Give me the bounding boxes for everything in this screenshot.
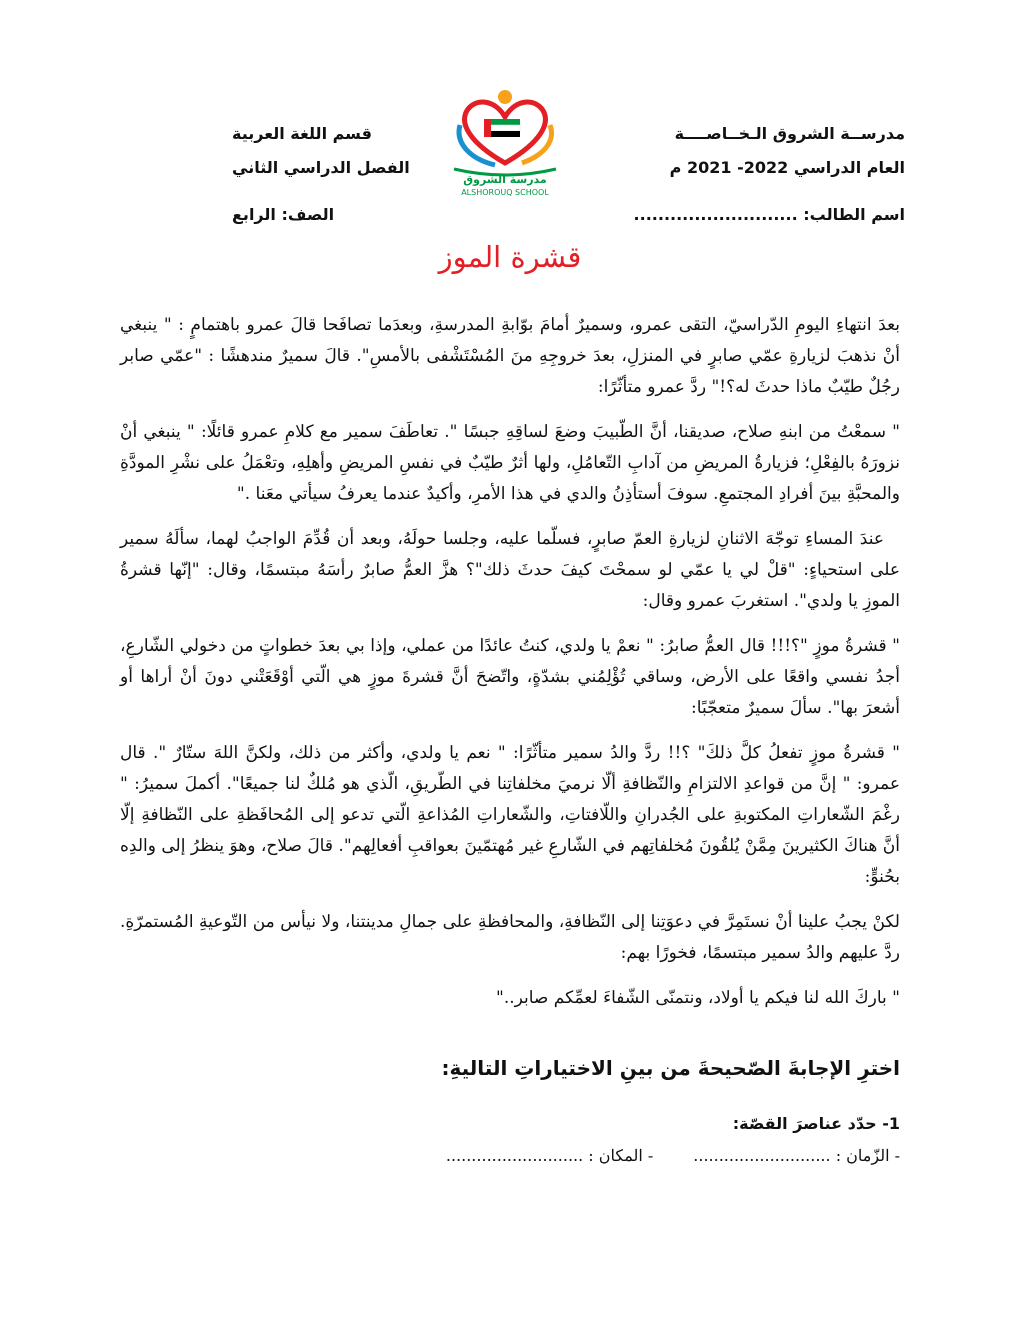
logo-english-text: ALSHOROUQ SCHOOL <box>461 188 549 197</box>
questions-heading: اخترِ الإجابةَ الصّحيحةَ من بينِ الاختياراتِ التاليةِ: <box>441 1056 900 1080</box>
logo-flag-red <box>484 119 491 137</box>
logo-figure-head <box>498 90 512 104</box>
logo-flag-green <box>490 119 520 125</box>
time-answer-field[interactable]: - الزّمان : ........................... <box>693 1146 900 1165</box>
story-paragraph-4: " قشرةُ موزٍ "؟!!! قال العمُّ صابرُ: " نعمْ يا ولدي، كنتُ عائدًا من عملي، وإذا بي بعدَ خطواتٍ من دخولي الشّارعِ، أجدُ نفسي واقعًا على الأرض، وساقي تُؤْلِمُني بشدّةٍ، واتّضحَ أنَّ قشرةَ موزٍ هي الّتي أوْقَعَتْني دونَ أنْ أراها أو أشعرَ بها". سألَ سميرٌ متعجّبًا: <box>120 636 900 718</box>
place-answer-field[interactable]: - المكان : ........................... <box>445 1146 654 1165</box>
logo-flag-white <box>490 125 520 131</box>
question-1: 1- حدّد عناصرَ القصّة: <box>732 1114 900 1133</box>
story-paragraph-5: " قشرةُ موزٍ تفعلُ كلَّ ذلكَ" ؟!! ردَّ والدُ سمير متأثّرًا: " نعم يا ولدي، وأكثر من ذلك، ولكنَّ اللهَ ستّارٌ ". قال عمرو: " إنَّ من قواعدِ الالتزامِ والنّظافةِ ألّا نرميَ مخلفاتِنا في الطّريقِ، الّذي هو مُلكٌ لنا جميعًا". أكملَ سميرُ: " رغْمَ الشّعاراتِ المكتوبةِ على الجُدرانِ واللّافتاتِ، والشّعاراتِ المُذاعةِ الّتي تدعو إلى المُحافَظةِ على النّظافةِ إلّا أنَّ هناكَ الكثيرينَ مِمَّنْ يُلقُونَ مُخلفاتِهم في الشّارعِ غير مُهتمّينَ بعواقبِ أفعالِهم". قالَ صلاح، وهوَ ينظرُ إلى والدِه بحُنوٍّ: <box>120 743 900 887</box>
story-body <box>120 310 900 1028</box>
story-paragraph-3: عندَ المساءِ توجّهَ الاثنانِ لزيارةِ العمّ صابرٍ، فسلّما عليه، وجلسا حولَهُ، وبعد أن قُدِّمَ الواجبُ لهما، سألَهُ سمير على استحياءٍ: "قلْ لي يا عمّي لو سمحْتَ كيفَ حدثَ ذلك"؟ هزَّ العمُّ صابرٌ رأسَهُ مبتسمًا، وقال: "إنّها قشرةُ الموزِ يا ولدي". استغربَ عمرو وقال: <box>120 529 900 611</box>
department-label: قسم اللغة العربية <box>232 124 372 143</box>
student-name-field: اسم الطالب: ........................... <box>633 205 905 224</box>
question-1-answers <box>446 1146 900 1165</box>
grade-label: الصف: الرابع <box>232 205 335 224</box>
logo-flag-black <box>490 131 520 137</box>
logo-orange-swoosh <box>522 125 552 163</box>
academic-year: العام الدراسي 2022- 2021 م <box>669 158 905 177</box>
school-logo <box>440 85 570 200</box>
school-name: مدرســة الشروق الـخــاصــــة <box>674 124 905 143</box>
story-paragraph-7: " باركَ الله لنا فيكم يا أولاد، ونتمنّى الشّفاءَ لعمِّكم صابر.." <box>496 988 900 1008</box>
story-paragraph-2: " سمعْتُ من ابنهِ صلاح، صديقنا، أنَّ الطّبيبَ وضعَ لساقِهِ جبسًا ". تعاطَفَ سمير مع كلامِ عمرو قائلًا: " ينبغي أنْ نزورَهُ بالفِعْلِ؛ فزيارةُ المريضِ من آدابِ التّعامُلِ، ولها أثرٌ طيّبٌ في نفسِ المريضِ وأهلِهِ، وتعْمَلُ على نشْرِ المودَّةِ والمحبَّةِ بينَ أفرادِ المجتمعِ. سوفَ أستأذِنُ والدي في هذا الأمرِ، وأكيدٌ عندما يعرفُ سيأتي معَنا ." <box>120 422 900 504</box>
story-title: قشرة الموز <box>438 240 582 274</box>
logo-arabic-text: مدرسة الشروق <box>463 173 547 186</box>
story-paragraph-6: لكنْ يجبُ علينا أنْ نستَمِرَّ في دعوَتِنا إلى النّظافةِ، والمحافظةِ على جمالِ مدينتنا، ولا نيأس من التّوعيةِ المُستمرّةِ. ردَّ عليهم والدُ سمير مبتسمًا، فخورًا بهم: <box>120 912 900 963</box>
semester-label: الفصل الدراسي الثاني <box>232 158 410 177</box>
story-paragraph-1: بعدَ انتهاءِ اليومِ الدّراسيّ، التقى عمرو، وسميرٌ أمامَ بوّابةِ المدرسةِ، وبعدَما تصافَحا قالَ عمرو باهتمامٍ : " ينبغي أنْ نذهبَ لزيارةِ عمّي صابرٍ في المنزلِ، بعدَ خروجِهِ منَ المُسْتَشْفى بالأمسِ". قالَ سميرٌ مندهشًا : "عمّي صابر رجُلٌ طيّبٌ ماذا حدثَ له؟!" ردَّ عمرو متأثّرًا: <box>120 315 900 397</box>
